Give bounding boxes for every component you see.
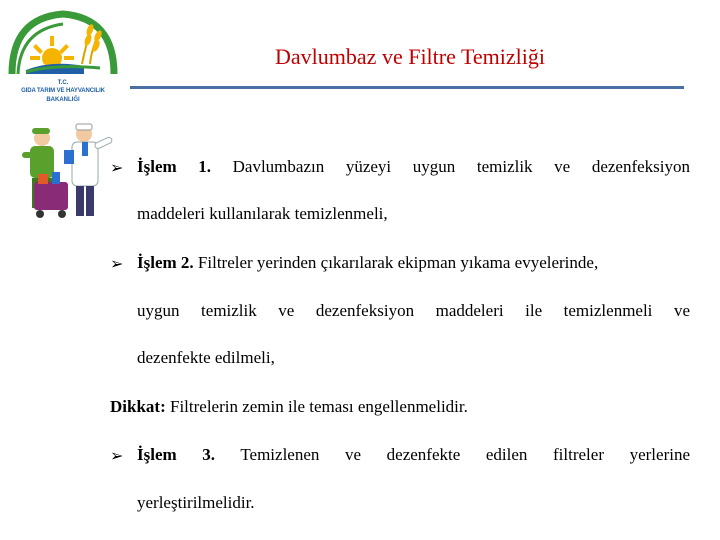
cleaning-workers-illustration bbox=[20, 122, 118, 224]
arrow-bullet-icon: ➢ bbox=[110, 254, 124, 273]
logo-line-3: BAKANLIĞI bbox=[46, 97, 80, 103]
warning-label: Dikkat: bbox=[110, 397, 166, 416]
step-3-line-2: yerleştirilmelidir. bbox=[137, 493, 255, 512]
step-2-text: Filtreler yerinden çıkarılarak ekipman yıkama evyelerinde, bbox=[197, 253, 599, 272]
step-3-label: İşlem 3. bbox=[137, 445, 216, 464]
logo-line-1: T.C. bbox=[57, 80, 69, 86]
arrow-bullet-icon: ➢ bbox=[110, 446, 124, 465]
step-3-line-1 bbox=[137, 445, 690, 465]
warning-note bbox=[110, 397, 468, 417]
page-title: Davlumbaz ve Filtre Temizliği bbox=[275, 44, 545, 69]
step-2-line-1 bbox=[137, 253, 598, 273]
step-1-line-1 bbox=[137, 157, 690, 177]
step-1-label: İşlem 1. bbox=[137, 157, 212, 176]
step-1-line-2: maddeleri kullanılarak temizlenmeli, bbox=[137, 204, 388, 223]
arrow-bullet-icon: ➢ bbox=[110, 158, 124, 177]
warning-text: Filtrelerin zemin ile teması engellenmelidir. bbox=[169, 397, 468, 416]
ministry-logo-emblem bbox=[4, 4, 122, 84]
title-divider bbox=[130, 86, 684, 89]
step-2-line-2: uygun temizlik ve dezenfeksiyon maddeleri ile temizlenmeli ve bbox=[137, 301, 690, 320]
ministry-logo bbox=[4, 4, 122, 116]
step-3-text: Temizlenen ve dezenfekte edilen filtreler yerlerine bbox=[240, 445, 690, 464]
step-1-text: Davlumbazın yüzeyi uygun temizlik ve dezenfeksiyon bbox=[232, 157, 690, 176]
step-2-line-3: dezenfekte edilmeli, bbox=[137, 348, 275, 367]
logo-line-2: GIDA TARIM VE HAYVANCILIK bbox=[21, 88, 105, 94]
step-2-label: İşlem 2. bbox=[137, 253, 194, 272]
